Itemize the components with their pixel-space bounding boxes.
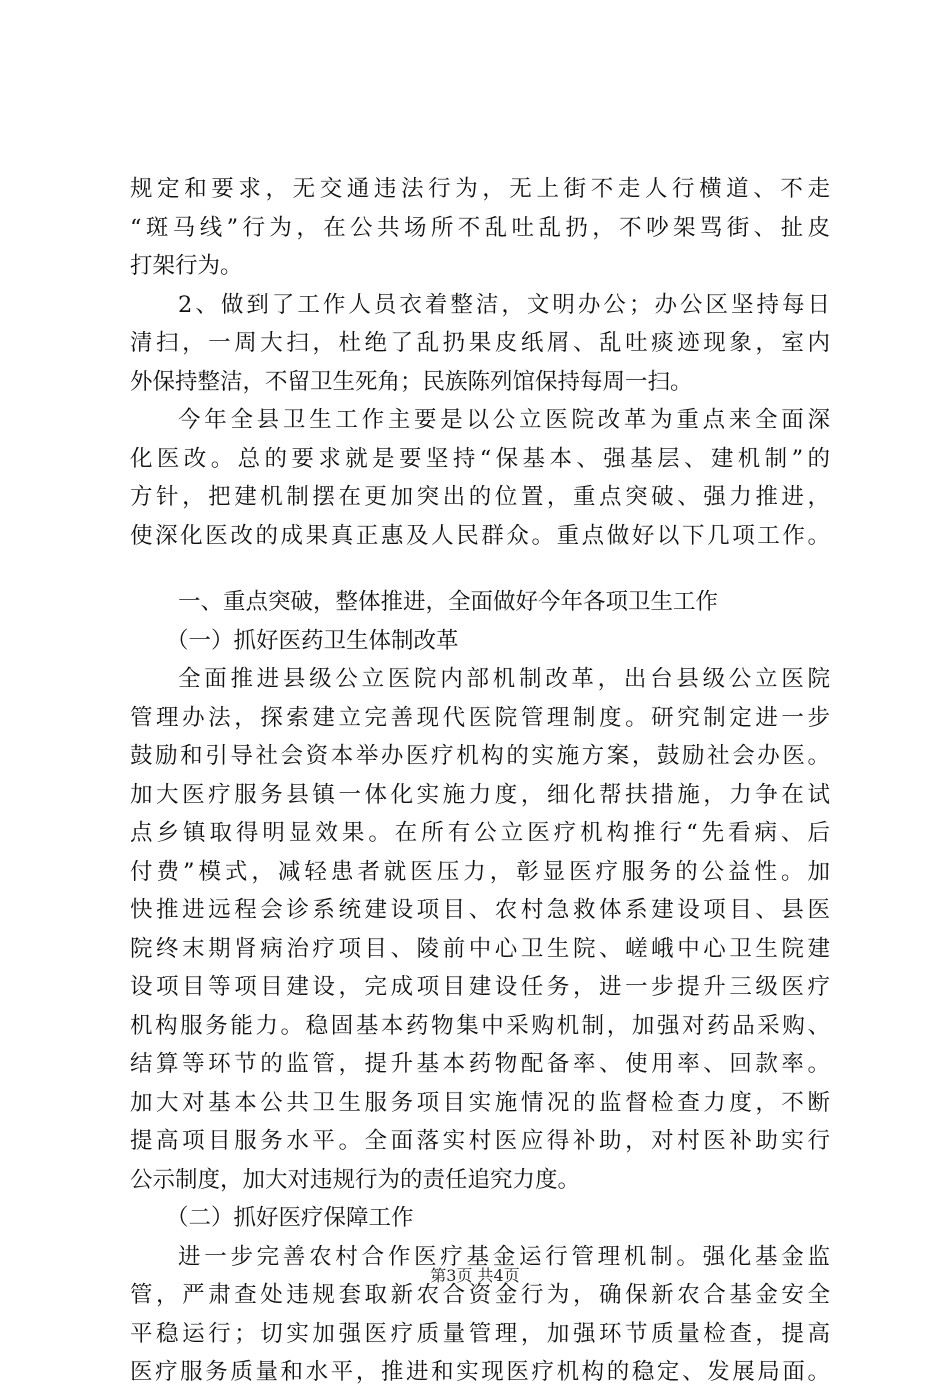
body-line: 使深化医改的成果真正惠及人民群众。重点做好以下几项工作。: [130, 522, 830, 549]
subsection-heading: （二）抓好医疗保障工作: [166, 1205, 414, 1231]
body-line: 打架行为。: [130, 253, 243, 279]
body-line: 点乡镇取得明显效果。在所有公立医疗机构推行“先看病、后: [130, 820, 830, 846]
subsection-heading: （一）抓好医药卫生体制改革: [166, 627, 459, 654]
body-line: 全面推进县级公立医院内部机制改革，出台县级公立医院: [178, 666, 830, 692]
body-line: 进一步完善农村合作医疗基金运行管理机制。强化基金监: [178, 1243, 830, 1270]
page-footer: [0, 1263, 950, 1286]
body-line: 快推进远程会诊系统建设项目、农村急救体系建设项目、县医: [130, 897, 830, 923]
body-line: 加大医疗服务县镇一体化实施力度，细化帮扶措施，力争在试: [130, 781, 830, 808]
body-line: 清扫，一周大扫，杜绝了乱扔果皮纸屑、乱吐痰迹现象，室内: [130, 330, 830, 356]
body-line: “斑马线”行为，在公共场所不乱吐乱扔，不吵架骂街、扯皮: [130, 214, 830, 241]
body-line: 院终末期肾病治疗项目、陵前中心卫生院、嵯峨中心卫生院建: [130, 935, 830, 962]
paragraph-gap: [130, 555, 830, 583]
body-line: 加大对基本公共卫生服务项目实施情况的监督检查力度，不断: [130, 1089, 830, 1116]
body-line: 医疗服务质量和水平，推进和实现医疗机构的稳定、发展局面。: [130, 1359, 830, 1385]
body-line: 规定和要求，无交通违法行为，无上街不走人行横道、不走: [130, 176, 830, 202]
page-number-label: 第3页 共4页: [430, 1266, 520, 1285]
body-line: 设项目等项目建设，完成项目建设任务，进一步提升三级医疗: [130, 974, 830, 1000]
body-line: 机构服务能力。稳固基本药物集中采购机制，加强对药品采购、: [130, 1012, 830, 1039]
body-line: 鼓励和引导社会资本举办医疗机构的实施方案，鼓励社会办医。: [130, 743, 830, 769]
body-line: 公示制度，加大对违规行为的责任追究力度。: [130, 1166, 581, 1193]
body-line: 结算等环节的监管，提升基本药物配备率、使用率、回款率。: [130, 1051, 830, 1077]
body-line: 管，严肃查处违规套取新农合资金行为，确保新农合基金安全: [130, 1282, 830, 1308]
body-line: 外保持整洁，不留卫生死角；民族陈列馆保持每周一扫。: [130, 368, 693, 395]
document-body: [130, 170, 830, 1392]
body-line: 平稳运行；切实加强医疗质量管理，加强环节质量检查，提高: [130, 1320, 830, 1347]
body-line: 管理办法，探索建立完善现代医院管理制度。研究制定进一步: [130, 704, 830, 731]
body-line: 化医改。总的要求就是要坚持“保基本、强基层、建机制”的: [130, 445, 830, 472]
section-heading: 一、重点突破，整体推进，全面做好今年各项卫生工作: [178, 589, 719, 615]
body-line: 方针，把建机制摆在更加突出的位置，重点突破、强力推进，: [130, 484, 830, 510]
body-line: 今年全县卫生工作主要是以公立医院改革为重点来全面深: [178, 407, 830, 433]
body-line: 2、做到了工作人员衣着整洁，文明办公；办公区坚持每日: [178, 291, 830, 318]
body-line: 付费”模式，减轻患者就医压力，彰显医疗服务的公益性。加: [130, 858, 830, 885]
body-line: 提高项目服务水平。全面落实村医应得补助，对村医补助实行: [130, 1128, 830, 1154]
